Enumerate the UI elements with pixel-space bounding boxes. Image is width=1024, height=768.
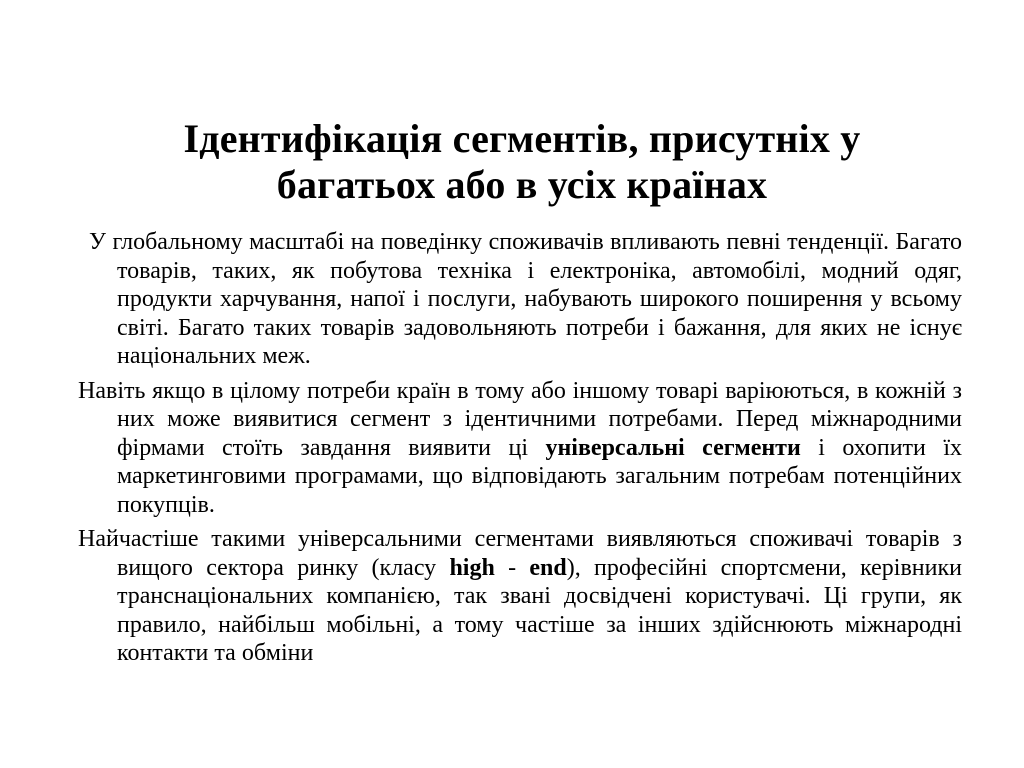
slide-title (60, 116, 984, 208)
paragraph-segment-examples-before: Найчастіше такими універсальними сегментами виявляються споживачі товарів з вищого сектора ринку (класу (78, 526, 962, 581)
paragraph-global-trends (78, 228, 962, 371)
paragraph-universal-segments (78, 377, 962, 520)
slide-title-line-2: багатьох або в усіх країнах (276, 162, 768, 207)
term-high: high (449, 554, 495, 581)
term-universal-segments: універсальні сегменти (545, 434, 801, 461)
paragraph-universal-segments-before: Навіть якщо в цілому потреби країн в тому або іншому товарі варіюються, в кожній з них може виявитися сегмент з ідентичними потребами. Перед міжнародними фірмами стоїть завдання виявити ці (78, 377, 962, 461)
paragraph-global-trends-text: У глобальному масштабі на поведінку споживачів впливають певні тенденції. Багато товарів, таких, як побутова техніка і електроніка, автомобілі, модний одяг, продукти харчування, напої і послуги, набувають широкого поширення у всьому світі. Багато таких товарів задовольняють потреби і бажання, для яких не існує національних меж. (89, 229, 962, 369)
paragraph-segment-examples (78, 525, 962, 668)
term-end: end (529, 554, 567, 581)
paragraph-segment-examples-after: ), професійні спортсмени, керівники транснаціональних компанією, так звані досвідчені користувачі. Ці групи, як правило, найбільш мобільні, а тому частіше за інших здійснюють міжнародні контакти та обміни (117, 554, 962, 666)
term-dash: - (494, 554, 530, 581)
slide-title-line-1: Ідентифікація сегментів, присутніх у (183, 116, 861, 161)
slide-body (78, 228, 962, 674)
paragraph-universal-segments-after: і охопити їх маркетинговими програмами, що відповідають загальним потребам потенційних покупців. (117, 434, 962, 518)
